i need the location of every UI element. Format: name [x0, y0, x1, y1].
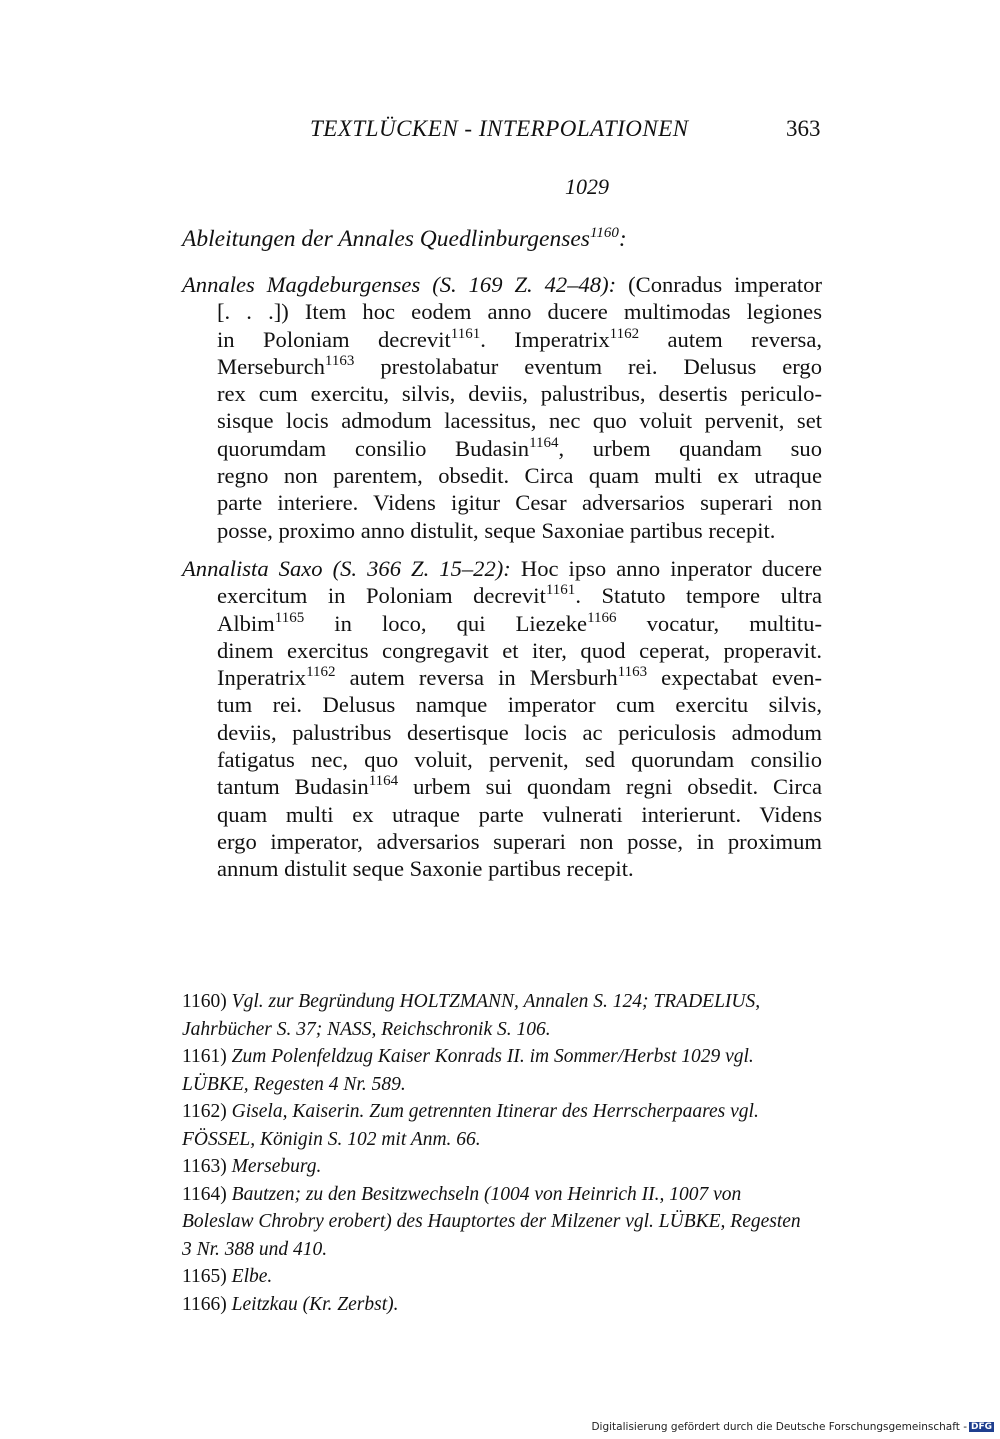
footnote-text: 3 Nr. 388 und 410.	[182, 1238, 328, 1260]
text-run: deviis, palustribus desertisque locis ac periculosis admodum	[217, 719, 822, 745]
footnote-line	[182, 1098, 822, 1126]
footnote-line	[182, 1043, 822, 1071]
text-run: regno non parentem, obsedit. Circa quam multi ex utraque	[217, 463, 822, 489]
text-line	[182, 855, 822, 882]
footnote-number: 1161)	[182, 1046, 232, 1067]
footnote-line	[182, 1291, 822, 1319]
footnote-text: Vgl. zur Begründung HOLTZMANN, Annalen S. 124; TRADELIUS,	[231, 991, 761, 1012]
footnote-text: Gisela, Kaiserin. Zum getrennten Itinerar des Herrscherpaares vgl.	[231, 1101, 759, 1122]
year-heading: 1029	[565, 174, 609, 199]
text-run: rex cum exercitu, silvis, deviis, palustribus, desertis periculo-	[217, 381, 822, 407]
text-run: in Poloniam decrevit	[217, 326, 451, 352]
footnote-line	[182, 1071, 822, 1099]
footnote-line	[182, 988, 822, 1016]
source-citation: Annales Magdeburgenses (S. 169 Z. 42–48):	[182, 272, 617, 297]
footnote-text: Boleslaw Chrobry erobert) des Hauptortes der Milzener vgl. LÜBKE, Regesten	[182, 1211, 801, 1232]
footnote-line	[182, 1126, 822, 1154]
footnote-text: Zum Polenfeldzug Kaiser Konrads II. im Sommer/Herbst 1029 vgl.	[231, 1046, 754, 1067]
page-number: 363	[786, 116, 821, 141]
footnote-text: Jahrbücher S. 37; NASS, Reichschronik S. 106.	[182, 1018, 551, 1040]
text-line	[182, 746, 822, 773]
text-run: expectabat even-	[647, 665, 822, 691]
footnote-ref: 1166	[587, 609, 617, 626]
text-run: prestolabatur eventum rei. Delusus ergo	[354, 353, 822, 379]
footnote-number: 1165)	[182, 1266, 232, 1287]
text-run: (Conradus imperator	[628, 272, 822, 297]
source-citation: Annalista Saxo (S. 366 Z. 15–22):	[182, 556, 511, 581]
footnote-ref: 1164	[529, 434, 559, 451]
running-title: TEXTLÜCKEN - INTERPOLATIONEN	[310, 116, 689, 141]
footnote-text: Bautzen; zu den Besitzwechseln (1004 von Heinrich II., 1007 von	[231, 1183, 742, 1205]
text-line	[182, 582, 822, 609]
footnote-number: 1163)	[182, 1156, 232, 1177]
text-run: Hoc ipso anno inperator ducere	[520, 556, 822, 581]
text-line	[182, 380, 822, 407]
text-line	[182, 462, 822, 489]
text-run: posse, proximo anno distulit, seque Saxoniae partibus recepit.	[217, 517, 776, 543]
text-line	[182, 664, 822, 691]
text-run: . Statuto tempore ultra	[575, 583, 822, 609]
text-run: . Imperatrix	[480, 326, 610, 352]
footnote-ref: 1164	[368, 773, 399, 790]
text-run: Inperatrix	[217, 665, 307, 691]
section-title-text: Ableitungen der Annales Quedlinburgenses	[182, 226, 590, 252]
text-line	[182, 637, 822, 664]
text-run: autem reversa in Mersburh	[335, 665, 618, 691]
footnote-line	[182, 1208, 822, 1236]
footnote-number: 1160)	[182, 991, 232, 1012]
footnote-number: 1166)	[182, 1293, 232, 1315]
entry-annales-magdeburgenses	[182, 271, 822, 544]
text-line	[182, 517, 822, 544]
text-run: Merseburch	[217, 353, 325, 379]
text-line	[182, 719, 822, 746]
dfg-logo: DFG	[970, 1422, 992, 1432]
text-run: fatigatus nec, quo voluit, pervenit, sed quorundam consilio	[217, 747, 822, 773]
footnote-line	[182, 1016, 822, 1044]
entry-annalista-saxo	[182, 555, 822, 883]
text-run: urbem sui quondam regni obsedit. Circa	[398, 774, 822, 800]
text-run: dinem exercitus congregavit et iter, quod ceperat, properavit.	[217, 637, 822, 663]
footnote-text: Merseburg.	[231, 1156, 322, 1177]
text-line	[182, 407, 822, 434]
text-line	[182, 489, 822, 516]
text-run: parte interiere. Videns igitur Cesar adversarios superari non	[217, 490, 822, 516]
text-line	[182, 801, 822, 828]
footnote-ref: 1163	[617, 664, 648, 681]
footnote-text: FÖSSEL, Königin S. 102 mit Anm. 66.	[182, 1128, 481, 1150]
footnote-line	[182, 1181, 822, 1209]
footnote-ref: 1161	[545, 582, 576, 599]
text-line	[182, 691, 822, 718]
footnote-ref: 1160	[589, 225, 619, 241]
footnote-ref: 1165	[274, 609, 305, 626]
text-run: sisque locis admodum lacessitus, nec quo voluit pervenit, set	[217, 408, 822, 434]
text-run: autem reversa,	[639, 326, 823, 352]
text-line	[182, 435, 822, 462]
text-run: [. . .]) Item hoc eodem anno ducere multimodas legiones	[217, 299, 822, 325]
footnote-ref: 1163	[324, 352, 355, 369]
text-run: tum rei. Delusus namque imperator cum exercitu silvis,	[217, 692, 822, 718]
footnote-number: 1164)	[182, 1183, 232, 1205]
text-line	[182, 353, 822, 380]
text-line	[182, 326, 822, 353]
footnote-ref: 1162	[609, 325, 640, 342]
text-line	[182, 555, 822, 582]
footnote-text: LÜBKE, Regesten 4 Nr. 589.	[182, 1073, 406, 1095]
text-run: quorumdam consilio Budasin	[217, 435, 530, 461]
text-line	[182, 773, 822, 800]
footnote-number: 1162)	[182, 1101, 232, 1122]
section-title	[182, 226, 627, 253]
dfg-footer	[591, 1421, 994, 1433]
footnote-text: Elbe.	[231, 1266, 273, 1287]
text-line	[182, 298, 822, 325]
text-line	[182, 610, 822, 637]
text-run: vocatur, multitu-	[616, 610, 822, 636]
footnote-line	[182, 1236, 822, 1264]
text-run: tantum Budasin	[217, 774, 369, 800]
text-run: exercitum in Poloniam decrevit	[217, 583, 546, 609]
text-run: quam multi ex utraque parte vulnerati interierunt. Videns	[217, 801, 822, 827]
footnote-line	[182, 1263, 822, 1291]
text-line	[182, 271, 822, 298]
text-run: Albim	[217, 610, 275, 636]
footnote-ref: 1162	[306, 664, 336, 681]
text-run: annum distulit seque Saxonie partibus recepit.	[217, 856, 634, 882]
footnotes	[182, 988, 822, 1318]
text-line	[182, 828, 822, 855]
footnote-text: Leitzkau (Kr. Zerbst).	[231, 1293, 399, 1315]
dfg-note: Digitalisierung gefördert durch die Deutsche Forschungsgemeinschaft -	[591, 1421, 967, 1433]
section-title-colon: :	[618, 226, 627, 252]
text-run: in loco, qui Liezeke	[304, 610, 588, 636]
footnote-ref: 1161	[450, 325, 481, 342]
text-run: , urbem quandam suo	[558, 435, 822, 461]
text-run: ergo imperator, adversarios superari non posse, in proximum	[217, 828, 822, 854]
footnote-line	[182, 1153, 822, 1181]
